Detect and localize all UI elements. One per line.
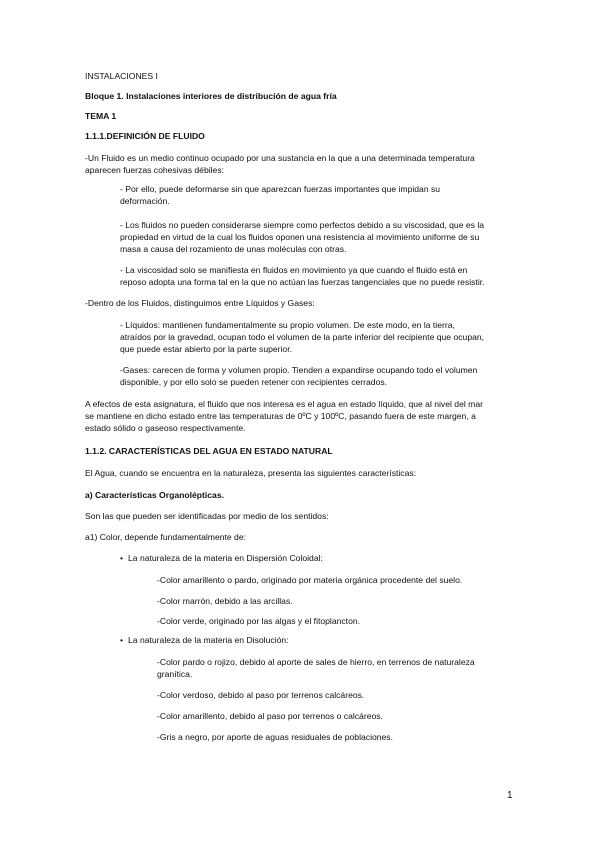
text-line: -Color amarillento, debido al paso por terrenos o calcáreos. [157,711,383,721]
section-heading: 1.1.1.DEFINICIÓN DE FLUIDO [85,131,205,141]
paragraph [120,364,477,388]
subsection-heading: a) Características Organolépticas. [85,490,224,500]
paragraph [85,398,483,434]
bullet-icon: • [120,553,124,563]
text-line: -Gris a negro, por aporte de aguas residuales de poblaciones. [157,732,393,742]
text-line: masa a causa del rozamiento de unas moléculas con otras. [120,244,347,254]
text-line: A efectos de esta asignatura, el fluido que nos interesa es el agua en estado líquido, que al nivel del mar [85,399,483,409]
paragraph [85,152,475,176]
text-line: -Color marrón, debido a las arcillas. [157,596,293,606]
bullet-item [120,553,323,563]
course-title: INSTALACIONES I [85,71,158,81]
topic-title: TEMA 1 [85,111,117,121]
bullet-label: La naturaleza de la materia en Disolución: [128,635,289,645]
section-heading: 1.1.2. CARACTERÍSTICAS DEL AGUA EN ESTADO NATURAL [85,446,333,456]
text-line: -Gases: carecen de forma y volumen propio. Tienden a expandirse ocupando todo el volumen [120,365,478,375]
text-line: granítica. [157,669,193,679]
text-line: reposo adopta una forma tal en la que no actúan las fuerzas tangenciales que no puede resistir. [120,277,485,287]
text-line: que puede estar abierto por la parte superior. [120,344,292,354]
text-line: - Por ello, puede deformarse sin que aparezcan fuerzas importantes que impidan su [120,184,441,194]
text-line: disponible, y por ello solo se pueden retener con recipientes cerrados. [120,377,388,387]
text-line: deformación. [120,196,170,206]
paragraph [120,319,484,355]
color-item [157,689,364,701]
text-line: propiedad en virtud de la cual los fluidos oponen una resistencia al movimiento uniforme de su [120,232,480,242]
bullet-item [120,635,289,645]
text-line: -Color amarillento o pardo, originado por materia orgánica procedente del suelo. [157,575,463,585]
paragraph [120,219,484,255]
paragraph: El Agua, cuando se encuentra en la naturaleza, presenta las siguientes características: [85,468,417,478]
text-line: - La viscosidad solo se manifiesta en fluidos en movimiento ya que cuando el fluido está en [120,265,468,275]
color-item [157,595,293,607]
paragraph [85,297,315,309]
bullet-icon: • [120,635,124,645]
color-item [157,615,360,627]
text-line: - Los fluidos no pueden considerarse siempre como perfectos debido a su viscosidad, que es la [120,220,485,230]
text-line: se mantiene en dicho estado entre las temperaturas de 0ºC y 100ºC, pasando fuera de este margen, a [85,411,476,421]
color-item [157,710,383,722]
text-line: atraídos por la gravedad, ocupan todo el volumen de la parte inferior del recipiente que ocupan, [120,332,485,342]
block-title: Bloque 1. Instalaciones interiores de distribución de agua fría [85,91,337,101]
text-line: -Color verdoso, debido al paso por terrenos calcáreos. [157,690,365,700]
color-item [157,574,462,586]
text-line: aparecen fuerzas cohesivas débiles: [85,165,225,175]
page-number: 1 [507,790,513,801]
text-line: estado sólido o gaseoso respectivamente. [85,423,246,433]
paragraph: a1) Color, depende fundamentalmente de: [85,532,247,542]
text-line: -Color pardo o rojizo, debido al aporte de sales de hierro, en terrenos de naturaleza [157,657,475,667]
text-line: -Dentro de los Fluidos, distinguimos entre Líquidos y Gases: [85,298,315,308]
paragraph: Son las que pueden ser identificadas por medio de los sentidos: [85,511,329,521]
bullet-label: La naturaleza de la materia en Dispersión Coloidal: [128,553,323,563]
text-line: -Color verde, originado por las algas y el fitoplancton. [157,616,361,626]
color-item [157,731,393,743]
text-line: -Un Fluido es un medio continuo ocupado por una sustancia en la que a una determinada temperatura [85,153,475,163]
paragraph [120,183,440,207]
text-line: - Líquidos: mantienen fundamentalmente su propio volumen. De este modo, en la tierra, [120,320,455,330]
color-item [157,656,475,680]
paragraph [120,264,485,288]
